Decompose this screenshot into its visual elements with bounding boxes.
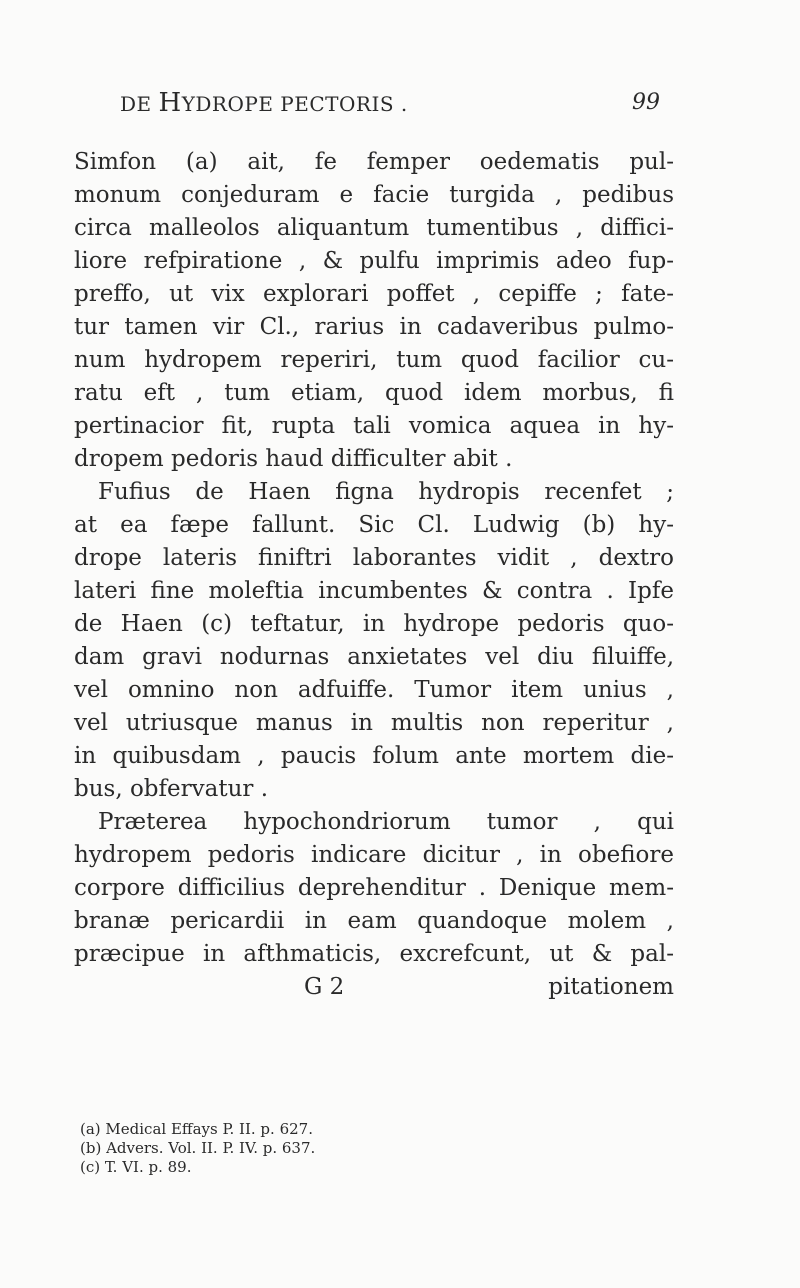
text-line: drope lateris finiftri laborantes vidit , dextro — [74, 545, 674, 571]
text-line: de Haen (c) teftatur, in hydrope pedoris quo- — [74, 611, 674, 637]
text-line: ratu eft , tum etiam, quod idem morbus, fi — [74, 380, 674, 406]
text-line: vel omnino non adfuiffe. Tumor item unius , — [74, 677, 674, 703]
text-line: præcipue in afthmaticis, excrefcunt, ut & pal- — [74, 941, 674, 967]
footnote: (a) Medical Effays P. II. p. 627. — [80, 1120, 313, 1138]
text-line: dam gravi nodurnas anxietates vel diu filuiffe, — [74, 644, 674, 670]
catch-line — [74, 971, 674, 1004]
running-title-rest: YDROPE PECTORIS . — [181, 92, 408, 116]
text-line: hydropem pedoris indicare dicitur , in obefiore — [74, 842, 674, 868]
running-title-cap: H — [158, 88, 182, 118]
text-line: circa malleolos aliquantum tumentibus , diffici- — [74, 215, 674, 241]
text-line: dropem pedoris haud difficulter abit . — [74, 446, 513, 472]
text-line: monum conjeduram e facie turgida , pedibus — [74, 182, 674, 208]
running-title-prefix: DE — [120, 92, 159, 116]
text-line: Fufius de Haen figna hydropis recenfet ; — [98, 479, 674, 505]
text-line: at ea fæpe fallunt. Sic Cl. Ludwig (b) hy- — [74, 512, 674, 538]
text-line: preffo, ut vix explorari poffet , cepiffe ; fate- — [74, 281, 674, 307]
page-number: 99 — [632, 90, 660, 115]
footnotes — [80, 1120, 480, 1177]
text-line: in quibusdam , paucis folum ante mortem die- — [74, 743, 674, 769]
text-line: tur tamen vir Cl., rarius in cadaveribus pulmo- — [74, 314, 674, 340]
text-line: num hydropem reperiri, tum quod facilior cu- — [74, 347, 674, 373]
text-line: Præterea hypochondriorum tumor , qui — [98, 809, 674, 835]
text-line: Simfon (a) ait, fe femper oedematis pul- — [74, 149, 674, 175]
body-text — [74, 146, 674, 1004]
running-head — [120, 88, 660, 118]
text-line: bus, obfervatur . — [74, 776, 269, 802]
footnote: (b) Advers. Vol. II. P. IV. p. 637. — [80, 1139, 316, 1157]
text-line: corpore difficilius deprehenditur . Denique mem- — [74, 875, 674, 901]
text-line: lateri fine moleftia incumbentes & contra . Ipfe — [74, 578, 674, 604]
footnote: (c) T. VI. p. 89. — [80, 1158, 192, 1176]
running-title — [120, 88, 408, 118]
signature-mark: G 2 — [304, 974, 345, 1000]
text-line: vel utriusque manus in multis non reperitur , — [74, 710, 674, 736]
text-line: liore refpiratione , & pulfu imprimis adeo fup- — [74, 248, 674, 274]
text-line: branæ pericardii in eam quandoque molem , — [74, 908, 674, 934]
text-line: pertinacior fit, rupta tali vomica aquea in hy- — [74, 413, 674, 439]
catchword: pitationem — [548, 974, 674, 1000]
